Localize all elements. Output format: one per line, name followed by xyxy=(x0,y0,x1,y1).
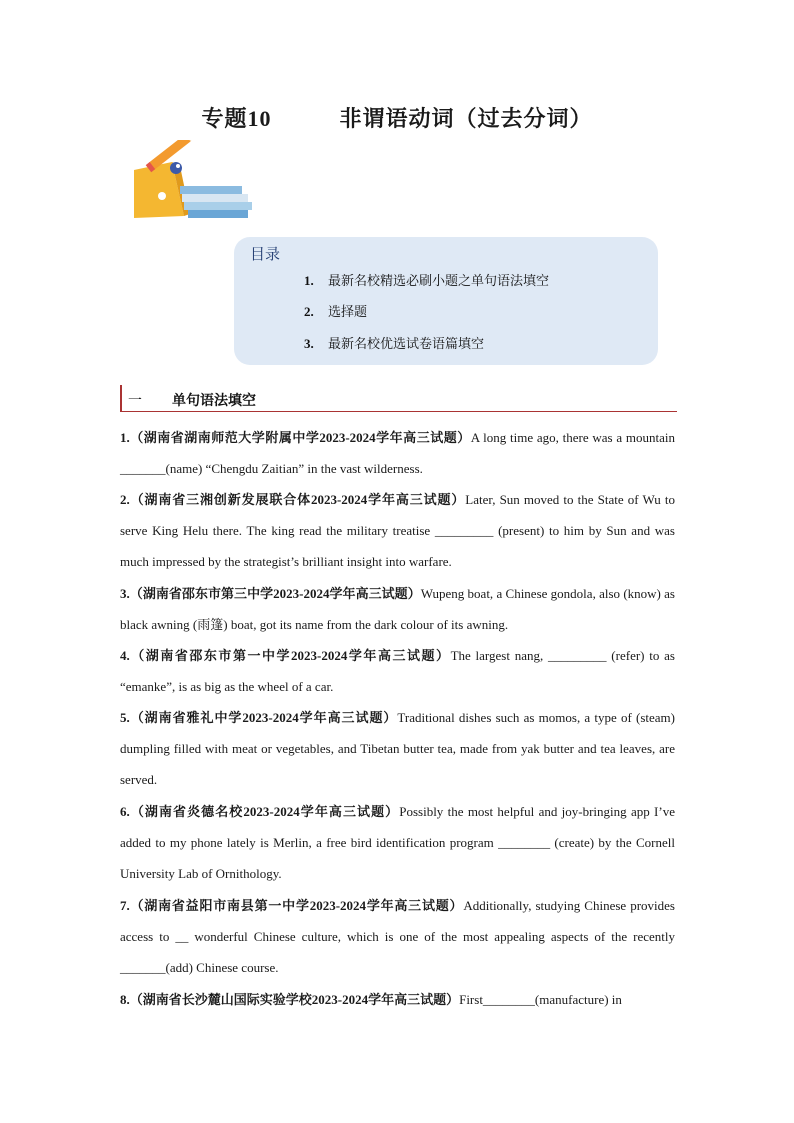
title-topic-number: 专题10 xyxy=(201,106,272,131)
question-text: First________(manufacture) in xyxy=(459,992,622,1007)
question-text: Later, Sun moved to the State of Wu to serve King Helu there. The king read the military treatise _________ (present) to him by Sun and was much impressed by the strategist’s brilliant insight into warfare. xyxy=(120,492,675,569)
question-number: 2. xyxy=(120,492,130,507)
question-source: （湖南省炎德名校2023-2024学年高三试题） xyxy=(129,804,400,819)
question-item xyxy=(120,796,675,889)
question-item xyxy=(120,640,675,702)
toc-item-number: 3. xyxy=(304,336,314,351)
question-number: 1. xyxy=(120,430,130,445)
question-text: A long time ago, there was a mountain _______(name) “Chengdu Zaitian” in the vast wilderness. xyxy=(120,430,675,476)
question-number: 8. xyxy=(120,992,130,1007)
question-text: Wupeng boat, a Chinese gondola, also (know) as black awning (雨篷) boat, got its name from the dark colour of its awning. xyxy=(120,586,675,632)
toc-item-number: 1. xyxy=(304,273,314,288)
toc-item-label: 最新名校精选必刷小题之单句语法填空 xyxy=(328,273,550,288)
section-heading xyxy=(120,385,677,412)
table-of-contents xyxy=(234,237,658,365)
question-source: （湖南省湖南师范大学附属中学2023-2024学年高三试题） xyxy=(129,430,471,445)
toc-item xyxy=(304,333,484,352)
toc-item xyxy=(304,270,549,289)
question-text: Possibly the most helpful and joy-bringing app I’ve added to my phone lately is Merlin, a free bird identification program ________ (create) by the Cornell University Lab of Ornithology. xyxy=(120,804,675,881)
question-source: （湖南省三湘创新发展联合体2023-2024学年高三试题） xyxy=(129,492,466,507)
question-text: Traditional dishes such as momos, a type of (steam) dumpling filled with meat or vegetables, and Tibetan butter tea, made from yak butter and tea leaves, are served. xyxy=(120,710,675,787)
question-number: 4. xyxy=(120,648,130,663)
toc-item-label: 选择题 xyxy=(328,304,368,319)
toc-heading: 目录 xyxy=(250,247,281,263)
question-number: 6. xyxy=(120,804,130,819)
question-item xyxy=(120,578,675,640)
toc-item xyxy=(304,301,367,320)
section-label: 单句语法填空 xyxy=(172,394,256,409)
page-title xyxy=(0,102,794,133)
question-item xyxy=(120,422,675,484)
question-source: （湖南省长沙麓山国际实验学校2023-2024学年高三试题） xyxy=(129,992,460,1007)
title-topic-name: 非谓语动词（过去分词） xyxy=(339,106,593,131)
question-item xyxy=(120,984,675,1015)
question-number: 7. xyxy=(120,898,130,913)
question-source: （湖南省益阳市南县第一中学2023-2024学年高三试题） xyxy=(129,898,464,913)
section-number: 一 xyxy=(128,394,142,409)
question-item xyxy=(120,702,675,795)
books-pencil-illustration xyxy=(132,140,252,220)
question-source: （湖南省雅礼中学2023-2024学年高三试题） xyxy=(129,710,398,725)
question-text: The largest nang, _________ (refer) to as “emanke”, is as big as the wheel of a car. xyxy=(120,648,675,694)
question-item xyxy=(120,484,675,577)
question-number: 5. xyxy=(120,710,130,725)
question-source: （湖南省邵东市第一中学2023-2024学年高三试题） xyxy=(129,648,451,663)
question-number: 3. xyxy=(120,586,130,601)
question-source: （湖南省邵东市第三中学2023-2024学年高三试题） xyxy=(129,586,421,601)
toc-item-label: 最新名校优选试卷语篇填空 xyxy=(328,336,485,351)
toc-item-number: 2. xyxy=(304,304,314,319)
question-item xyxy=(120,890,675,983)
question-text: Additionally, studying Chinese provides access to __ wonderful Chinese culture, which is one of the most appealing aspects of the recently _______(add) Chinese course. xyxy=(120,898,675,975)
